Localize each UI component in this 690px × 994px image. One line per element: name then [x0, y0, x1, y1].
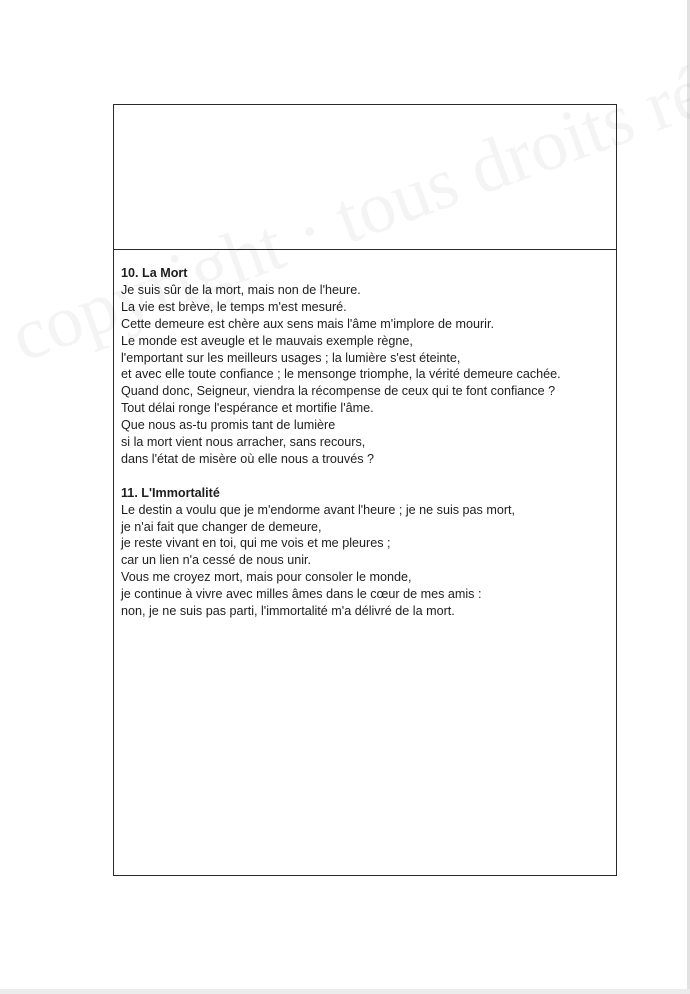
poem-line: si la mort vient nous arracher, sans recours, [121, 435, 366, 450]
poem-l-immortalite [121, 485, 611, 620]
poem-line: je reste vivant en toi, qui me vois et me pleures ; [121, 536, 391, 551]
poem-line: je n'ai fait que changer de demeure, [121, 519, 322, 534]
poem-line: Vous me croyez mort, mais pour consoler le monde, [121, 570, 412, 585]
poem-line: Que nous as-tu promis tant de lumière [121, 418, 336, 433]
poem-line: Cette demeure est chère aux sens mais l'âme m'implore de mourir. [121, 316, 494, 331]
poem-line: Je suis sûr de la mort, mais non de l'heure. [121, 282, 361, 297]
poem-line: Tout délai ronge l'espérance et mortifie l'âme. [121, 401, 374, 416]
page-edge-bottom [0, 989, 690, 994]
poem-la-mort [121, 265, 611, 468]
text-frame [113, 104, 617, 876]
poem-line: non, je ne suis pas parti, l'immortalité m'a délivré de la mort. [121, 604, 455, 619]
poem-line: Quand donc, Seigneur, viendra la récompense de ceux qui te font confiance ? [121, 384, 556, 399]
poem-content [121, 265, 611, 620]
poem-line: je continue à vivre avec milles âmes dans le cœur de mes amis : [121, 587, 482, 602]
poem-title: 11. L'Immortalité [121, 485, 220, 500]
poem-line: l'emportant sur les meilleurs usages ; la lumière s'est éteinte, [121, 350, 461, 365]
poem-line: La vie est brève, le temps m'est mesuré. [121, 299, 347, 314]
poem-title: 10. La Mort [121, 266, 188, 280]
poem-line: Le destin a voulu que je m'endorme avant l'heure ; je ne suis pas mort, [121, 502, 516, 517]
poem-line: et avec elle toute confiance ; le mensonge triomphe, la vérité demeure cachée. [121, 367, 561, 382]
poem-line: dans l'état de misère où elle nous a trouvés ? [121, 451, 375, 466]
poem-line: car un lien n'a cessé de nous unir. [121, 553, 312, 568]
empty-image-box [114, 105, 616, 250]
poem-line: Le monde est aveugle et le mauvais exemple règne, [121, 333, 413, 348]
